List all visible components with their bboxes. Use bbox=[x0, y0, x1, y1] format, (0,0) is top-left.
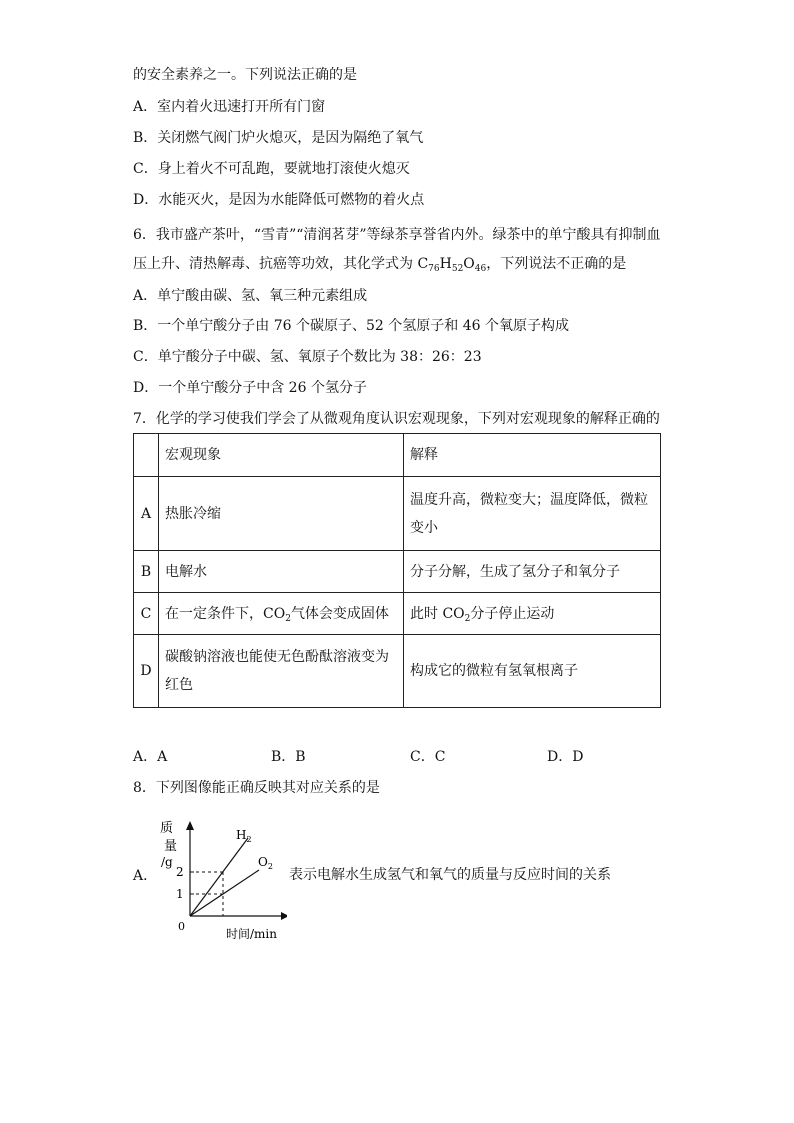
header-label-cell bbox=[134, 434, 159, 477]
exp-post: 分子停止运动 bbox=[470, 605, 555, 622]
q6-o: O bbox=[463, 256, 475, 272]
q5-option-a: A．室内着火迅速打开所有门窗 bbox=[133, 99, 326, 115]
row-label: A bbox=[134, 477, 159, 551]
row-explanation bbox=[404, 477, 661, 551]
q5-stem-tail: 的安全素养之一。下列说法正确的是 bbox=[133, 67, 357, 83]
row-phenomenon bbox=[159, 593, 404, 635]
q8-option-a-desc: 表示电解水生成氢气和氧气的质量与反应时间的关系 bbox=[289, 867, 611, 883]
q6-h: H bbox=[439, 256, 452, 272]
phen-post: 气体会变成固体 bbox=[290, 605, 389, 622]
row-phenomenon: 热胀冷缩 bbox=[159, 477, 404, 551]
y-label-3: /g bbox=[161, 855, 173, 869]
q6-stem-post: ，下列说法不正确的是 bbox=[486, 256, 627, 272]
h2-label bbox=[236, 828, 252, 844]
q6-option-d: D．一个单宁酸分子中含 26 个氢分子 bbox=[133, 380, 367, 396]
table-row bbox=[134, 551, 661, 593]
q7-answer-c: C．C bbox=[410, 749, 446, 765]
y-tick-label-2: 2 bbox=[176, 865, 184, 879]
q5-option-b: B．关闭燃气阀门炉火熄灭，是因为隔绝了氧气 bbox=[133, 130, 424, 146]
q6-sub-o: 46 bbox=[474, 264, 487, 274]
row-phenomenon: 电解水 bbox=[159, 551, 404, 593]
o2-line bbox=[190, 870, 259, 916]
q6-stem-line2 bbox=[133, 254, 626, 274]
q6-sub-h: 52 bbox=[451, 264, 464, 274]
row-phenomenon-line1: 碳酸钠溶液也能使无色酚酞溶液变为 bbox=[165, 649, 389, 665]
o2-label-sub: 2 bbox=[267, 862, 273, 871]
exp-sub: 2 bbox=[464, 613, 471, 624]
row-phenomenon-line2: 红色 bbox=[165, 677, 193, 693]
o2-label bbox=[258, 855, 273, 871]
q6-option-a: A．单宁酸由碳、氢、氧三种元素组成 bbox=[133, 288, 368, 304]
q5-option-d: D．水能灭火，是因为水能降低可燃物的着火点 bbox=[133, 192, 425, 208]
q6-sub-c: 76 bbox=[428, 264, 440, 274]
q7-table bbox=[133, 433, 661, 708]
row-explanation: 分子分解，生成了氢分子和氧分子 bbox=[404, 551, 661, 593]
exp-pre: 此时 CO bbox=[410, 605, 465, 622]
table-row bbox=[134, 593, 661, 635]
q7-answer-d: D．D bbox=[547, 749, 584, 765]
row-explanation: 构成它的微粒有氢氧根离子 bbox=[404, 635, 661, 708]
row-phenomenon bbox=[159, 635, 404, 708]
phen-sub: 2 bbox=[285, 613, 291, 624]
header-phenomenon: 宏观现象 bbox=[159, 434, 404, 477]
row-label: C bbox=[134, 593, 159, 635]
table-row bbox=[134, 477, 661, 551]
q6-stem-pre: 压上升、清热解毒、抗癌等功效，其化学式为 C bbox=[133, 256, 429, 272]
origin-label: 0 bbox=[178, 920, 185, 933]
q8-graph bbox=[155, 818, 287, 940]
x-label: 时间/min bbox=[226, 927, 277, 940]
y-label-2: 量 bbox=[164, 839, 178, 854]
h2-label-main: H bbox=[236, 828, 247, 842]
q7-answer-a: A．A bbox=[133, 749, 168, 765]
table-row bbox=[134, 635, 661, 708]
phen-pre: 在一定条件下，CO bbox=[165, 605, 286, 622]
y-axis-arrow bbox=[186, 821, 194, 830]
h2-line bbox=[190, 838, 248, 916]
x-axis-arrow bbox=[281, 912, 287, 920]
y-tick-label-1: 1 bbox=[176, 887, 184, 901]
y-label-1: 质 bbox=[160, 821, 174, 836]
q5-option-c: C．身上着火不可乱跑，要就地打滚使火熄灭 bbox=[133, 161, 410, 177]
header-explanation: 解释 bbox=[404, 434, 661, 477]
o2-label-main: O bbox=[258, 855, 268, 869]
row-explanation-line1: 温度升高，微粒变大；温度降低，微粒 bbox=[410, 491, 648, 508]
q8-option-a-label: A． bbox=[133, 868, 158, 884]
q6-option-b: B．一个单宁酸分子由 76 个碳原子、52 个氢原子和 46 个氧原子构成 bbox=[133, 318, 569, 334]
row-label: D bbox=[134, 635, 159, 708]
q6-option-c: C．单宁酸分子中碳、氢、氧原子个数比为 38：26：23 bbox=[133, 349, 482, 365]
row-explanation bbox=[404, 593, 661, 635]
q8-stem: 8．下列图像能正确反映其对应关系的是 bbox=[133, 780, 380, 796]
q6-stem-line1: 6．我市盛产茶叶，“雪青”“清润茗芽”等绿茶享誉省内外。绿茶中的单宁酸具有抑制血 bbox=[133, 227, 661, 243]
row-label: B bbox=[134, 551, 159, 593]
row-explanation-line2: 变小 bbox=[410, 519, 438, 536]
table-header-row bbox=[134, 434, 661, 477]
q7-stem: 7．化学的学习使我们学会了从微观角度认识宏观现象，下列对宏观现象的解释正确的 bbox=[133, 411, 660, 427]
q7-answer-b: B．B bbox=[271, 749, 306, 765]
h2-label-sub: 2 bbox=[246, 835, 252, 844]
q7-answer-options bbox=[133, 746, 663, 766]
